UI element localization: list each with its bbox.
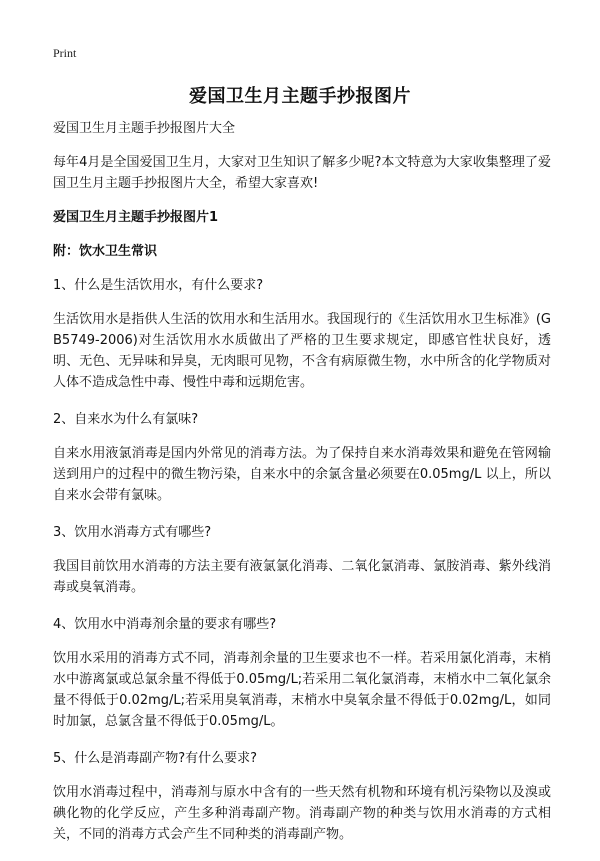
question-1: 1、什么是生活饮用水，有什么要求?	[53, 278, 264, 293]
question-5: 5、什么是消毒副产物?有什么要求?	[53, 751, 258, 766]
question-3: 3、饮用水消毒方式有哪些?	[53, 525, 212, 540]
question-2: 2、自来水为什么有氯味?	[53, 412, 199, 427]
article-subtitle: 爱国卫生月主题手抄报图片大全	[53, 121, 236, 136]
question-4: 4、饮用水中消毒剂余量的要求有哪些?	[53, 617, 277, 632]
page-title: 爱国卫生月主题手抄报图片	[189, 86, 411, 107]
appendix-heading: 附：饮水卫生常识	[53, 244, 158, 259]
answer-4: 饮用水采用的消毒方式不同，消毒剂余量的卫生要求也不一样。若采用氯化消毒，末梢水中游离氯或总氯余量不得低于0.05mg/L;若采用二氧化氯消毒，末梢水中二氧化氯余量不得低于0.02mg/L;若采用臭氧消毒，末梢水中臭氧余量不得低于0.02mg/L，如同时加氯，总氯含量不得低于0.05mg/L。	[53, 651, 551, 729]
answer-5: 饮用水消毒过程中，消毒剂与原水中含有的一些天然有机物和环境有机污染物以及溴或碘化物的化学反应，产生多种消毒副产物。消毒副产物的种类与饮用水消毒的方式相关，不同的消毒方式会产生不同种类的消毒副产物。	[53, 785, 551, 842]
section-heading: 爱国卫生月主题手抄报图片1	[53, 210, 219, 225]
print-link[interactable]: Print	[53, 46, 77, 60]
answer-3: 我国目前饮用水消毒的方法主要有液氯氯化消毒、二氧化氯消毒、氯胺消毒、紫外线消毒或臭氧消毒。	[53, 559, 551, 595]
intro-paragraph: 每年4月是全国爱国卫生月，大家对卫生知识了解多少呢?本文特意为大家收集整理了爱国卫生月主题手抄报图片大全，希望大家喜欢!	[53, 155, 551, 191]
answer-2: 自来水用液氯消毒是国内外常见的消毒方法。为了保持自来水消毒效果和避免在管网输送到用户的过程中的微生物污染，自来水中的余氯含量必须要在0.05mg/L 以上，所以自来水会带有氯味。	[53, 446, 551, 503]
article-body	[53, 118, 551, 861]
answer-1: 生活饮用水是指供人生活的饮用水和生活用水。我国现行的《生活饮用水卫生标准》(GB5749-2006)对生活饮用水水质做出了严格的卫生要求规定，即感官性状良好，透明、无色、无异味和异臭，无肉眼可见物，不含有病原微生物，水中所含的化学物质对人体不造成急性中毒、慢性中毒和远期危害。	[53, 312, 551, 390]
